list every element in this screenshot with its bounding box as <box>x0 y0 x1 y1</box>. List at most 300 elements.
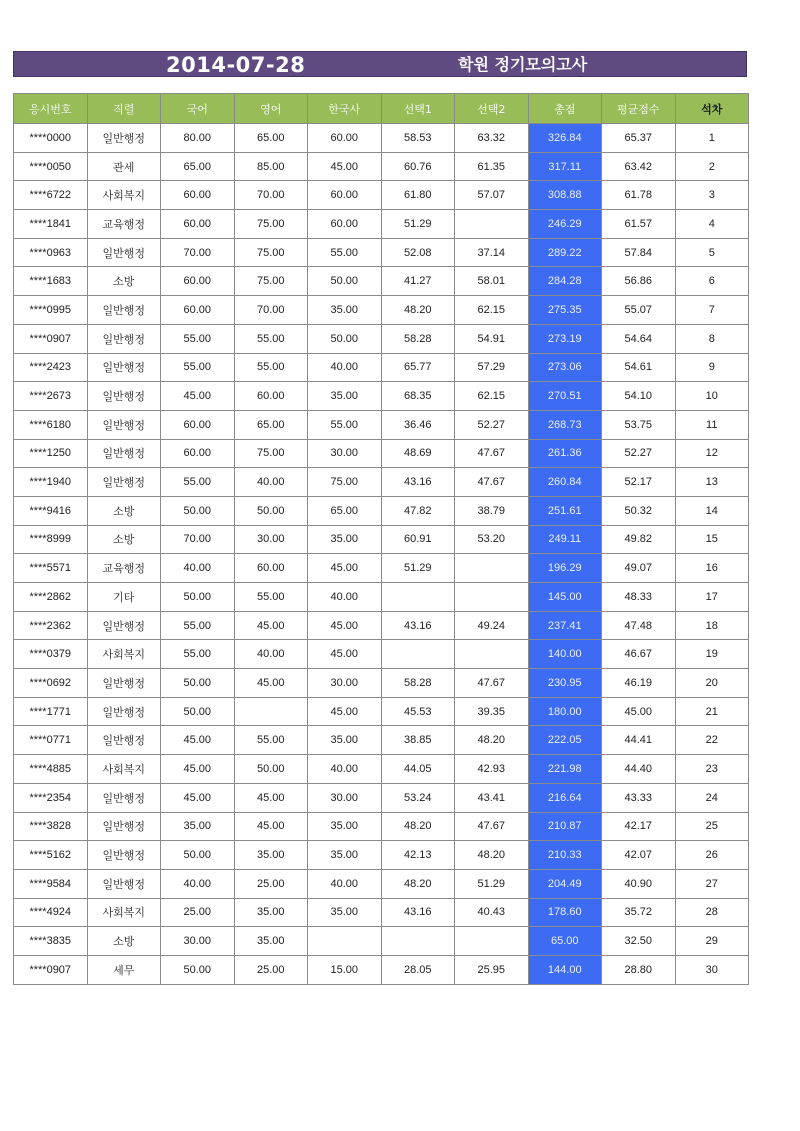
korean-cell: 30.00 <box>161 927 235 956</box>
total-cell: 260.84 <box>528 468 602 497</box>
elective-1-cell <box>381 583 455 612</box>
job-series-cell: 일반행정 <box>87 812 161 841</box>
elective-1-cell: 60.91 <box>381 525 455 554</box>
table-row <box>14 439 749 468</box>
job-series-cell: 교육행정 <box>87 210 161 239</box>
job-series-cell: 사회복지 <box>87 755 161 784</box>
elective-1-cell: 65.77 <box>381 353 455 382</box>
col-header-elective-2: 선택2 <box>455 94 529 124</box>
job-series-cell: 일반행정 <box>87 324 161 353</box>
elective-2-cell: 49.24 <box>455 611 529 640</box>
korean-history-cell: 40.00 <box>308 869 382 898</box>
korean-history-cell: 35.00 <box>308 296 382 325</box>
total-cell: 317.11 <box>528 152 602 181</box>
korean-cell: 55.00 <box>161 324 235 353</box>
table-row <box>14 382 749 411</box>
exam-number-cell: ****9416 <box>14 496 88 525</box>
job-series-cell: 일반행정 <box>87 841 161 870</box>
rank-cell: 2 <box>675 152 749 181</box>
elective-1-cell: 36.46 <box>381 410 455 439</box>
average-cell: 61.57 <box>602 210 676 239</box>
table-row <box>14 181 749 210</box>
korean-history-cell: 60.00 <box>308 210 382 239</box>
table-row <box>14 238 749 267</box>
korean-cell: 80.00 <box>161 124 235 153</box>
rank-cell: 3 <box>675 181 749 210</box>
korean-history-cell: 30.00 <box>308 669 382 698</box>
korean-history-cell: 35.00 <box>308 382 382 411</box>
elective-1-cell: 58.53 <box>381 124 455 153</box>
korean-history-cell: 30.00 <box>308 783 382 812</box>
rank-cell: 4 <box>675 210 749 239</box>
elective-1-cell: 43.16 <box>381 468 455 497</box>
english-cell: 35.00 <box>234 898 308 927</box>
average-cell: 57.84 <box>602 238 676 267</box>
exam-number-cell: ****0963 <box>14 238 88 267</box>
exam-number-cell: ****3835 <box>14 927 88 956</box>
korean-cell: 50.00 <box>161 669 235 698</box>
job-series-cell: 일반행정 <box>87 124 161 153</box>
elective-2-cell: 40.43 <box>455 898 529 927</box>
elective-2-cell: 39.35 <box>455 697 529 726</box>
average-cell: 28.80 <box>602 955 676 984</box>
exam-number-cell: ****0907 <box>14 324 88 353</box>
korean-history-cell: 55.00 <box>308 238 382 267</box>
average-cell: 54.64 <box>602 324 676 353</box>
table-row <box>14 927 749 956</box>
table-row <box>14 755 749 784</box>
korean-cell: 55.00 <box>161 640 235 669</box>
elective-2-cell: 47.67 <box>455 439 529 468</box>
rank-cell: 8 <box>675 324 749 353</box>
exam-number-cell: ****0000 <box>14 124 88 153</box>
exam-number-cell: ****0379 <box>14 640 88 669</box>
elective-2-cell: 43.41 <box>455 783 529 812</box>
job-series-cell: 일반행정 <box>87 726 161 755</box>
total-cell: 270.51 <box>528 382 602 411</box>
table-row <box>14 496 749 525</box>
elective-2-cell: 62.15 <box>455 382 529 411</box>
elective-1-cell: 51.29 <box>381 210 455 239</box>
col-header-korean-history: 한국사 <box>308 94 382 124</box>
exam-number-cell: ****6722 <box>14 181 88 210</box>
rank-cell: 18 <box>675 611 749 640</box>
table-row <box>14 525 749 554</box>
korean-cell: 40.00 <box>161 869 235 898</box>
table-row <box>14 812 749 841</box>
english-cell: 35.00 <box>234 841 308 870</box>
english-cell: 30.00 <box>234 525 308 554</box>
korean-history-cell: 60.00 <box>308 124 382 153</box>
table-row <box>14 410 749 439</box>
average-cell: 54.61 <box>602 353 676 382</box>
col-header-english: 영어 <box>234 94 308 124</box>
table-row <box>14 611 749 640</box>
average-cell: 46.67 <box>602 640 676 669</box>
elective-1-cell: 47.82 <box>381 496 455 525</box>
english-cell: 65.00 <box>234 410 308 439</box>
korean-cell: 45.00 <box>161 755 235 784</box>
elective-1-cell: 48.20 <box>381 812 455 841</box>
english-cell: 25.00 <box>234 869 308 898</box>
exam-number-cell: ****4885 <box>14 755 88 784</box>
table-row <box>14 640 749 669</box>
english-cell: 70.00 <box>234 296 308 325</box>
job-series-cell: 일반행정 <box>87 697 161 726</box>
total-cell: 273.06 <box>528 353 602 382</box>
total-cell: 326.84 <box>528 124 602 153</box>
exam-number-cell: ****2423 <box>14 353 88 382</box>
job-series-cell: 일반행정 <box>87 410 161 439</box>
korean-cell: 60.00 <box>161 439 235 468</box>
elective-1-cell <box>381 640 455 669</box>
english-cell: 50.00 <box>234 496 308 525</box>
rank-cell: 28 <box>675 898 749 927</box>
korean-history-cell: 55.00 <box>308 410 382 439</box>
exam-number-cell: ****3828 <box>14 812 88 841</box>
rank-cell: 15 <box>675 525 749 554</box>
korean-cell: 55.00 <box>161 611 235 640</box>
total-cell: 216.64 <box>528 783 602 812</box>
korean-cell: 60.00 <box>161 210 235 239</box>
average-cell: 50.32 <box>602 496 676 525</box>
elective-1-cell: 60.76 <box>381 152 455 181</box>
rank-cell: 10 <box>675 382 749 411</box>
job-series-cell: 일반행정 <box>87 439 161 468</box>
table-row <box>14 583 749 612</box>
score-rows <box>14 124 749 985</box>
korean-history-cell: 30.00 <box>308 439 382 468</box>
korean-history-cell: 40.00 <box>308 755 382 784</box>
total-cell: 180.00 <box>528 697 602 726</box>
elective-1-cell: 58.28 <box>381 324 455 353</box>
english-cell: 45.00 <box>234 669 308 698</box>
total-cell: 246.29 <box>528 210 602 239</box>
average-cell: 52.17 <box>602 468 676 497</box>
total-cell: 145.00 <box>528 583 602 612</box>
korean-history-cell: 45.00 <box>308 640 382 669</box>
job-series-cell: 소방 <box>87 927 161 956</box>
korean-cell: 45.00 <box>161 726 235 755</box>
table-row <box>14 210 749 239</box>
korean-cell: 60.00 <box>161 267 235 296</box>
elective-1-cell: 48.20 <box>381 296 455 325</box>
table-row <box>14 783 749 812</box>
exam-number-cell: ****2673 <box>14 382 88 411</box>
total-cell: 222.05 <box>528 726 602 755</box>
total-cell: 275.35 <box>528 296 602 325</box>
elective-1-cell: 38.85 <box>381 726 455 755</box>
english-cell: 75.00 <box>234 210 308 239</box>
job-series-cell: 세무 <box>87 955 161 984</box>
exam-number-cell: ****1940 <box>14 468 88 497</box>
korean-history-cell: 45.00 <box>308 152 382 181</box>
korean-history-cell <box>308 927 382 956</box>
total-cell: 204.49 <box>528 869 602 898</box>
elective-2-cell: 42.93 <box>455 755 529 784</box>
korean-history-cell: 45.00 <box>308 611 382 640</box>
col-header-job-series: 직렬 <box>87 94 161 124</box>
header-row <box>14 94 749 124</box>
rank-cell: 14 <box>675 496 749 525</box>
elective-1-cell: 61.80 <box>381 181 455 210</box>
average-cell: 63.42 <box>602 152 676 181</box>
job-series-cell: 관세 <box>87 152 161 181</box>
average-cell: 40.90 <box>602 869 676 898</box>
elective-1-cell <box>381 927 455 956</box>
rank-cell: 24 <box>675 783 749 812</box>
korean-history-cell: 35.00 <box>308 812 382 841</box>
korean-cell: 25.00 <box>161 898 235 927</box>
korean-cell: 50.00 <box>161 955 235 984</box>
elective-1-cell: 52.08 <box>381 238 455 267</box>
elective-1-cell: 48.69 <box>381 439 455 468</box>
average-cell: 46.19 <box>602 669 676 698</box>
total-cell: 196.29 <box>528 554 602 583</box>
rank-cell: 27 <box>675 869 749 898</box>
elective-2-cell: 51.29 <box>455 869 529 898</box>
korean-history-cell: 60.00 <box>308 181 382 210</box>
job-series-cell: 사회복지 <box>87 898 161 927</box>
average-cell: 47.48 <box>602 611 676 640</box>
elective-2-cell: 63.32 <box>455 124 529 153</box>
korean-history-cell: 35.00 <box>308 841 382 870</box>
rank-cell: 7 <box>675 296 749 325</box>
korean-history-cell: 40.00 <box>308 583 382 612</box>
table-row <box>14 726 749 755</box>
average-cell: 56.86 <box>602 267 676 296</box>
job-series-cell: 사회복지 <box>87 181 161 210</box>
english-cell: 45.00 <box>234 783 308 812</box>
elective-1-cell: 48.20 <box>381 869 455 898</box>
korean-history-cell: 50.00 <box>308 324 382 353</box>
rank-cell: 5 <box>675 238 749 267</box>
rank-cell: 12 <box>675 439 749 468</box>
korean-history-cell: 35.00 <box>308 525 382 554</box>
korean-history-cell: 35.00 <box>308 898 382 927</box>
col-header-total: 총점 <box>528 94 602 124</box>
elective-2-cell: 61.35 <box>455 152 529 181</box>
total-cell: 65.00 <box>528 927 602 956</box>
english-cell: 55.00 <box>234 726 308 755</box>
col-header-exam-number: 응시번호 <box>14 94 88 124</box>
korean-history-cell: 45.00 <box>308 697 382 726</box>
korean-history-cell: 40.00 <box>308 353 382 382</box>
elective-2-cell: 53.20 <box>455 525 529 554</box>
average-cell: 65.37 <box>602 124 676 153</box>
job-series-cell: 일반행정 <box>87 296 161 325</box>
elective-1-cell: 58.28 <box>381 669 455 698</box>
english-cell: 45.00 <box>234 812 308 841</box>
elective-2-cell: 47.67 <box>455 669 529 698</box>
english-cell: 40.00 <box>234 468 308 497</box>
average-cell: 55.07 <box>602 296 676 325</box>
total-cell: 178.60 <box>528 898 602 927</box>
exam-number-cell: ****0995 <box>14 296 88 325</box>
korean-cell: 35.00 <box>161 812 235 841</box>
exam-number-cell: ****0050 <box>14 152 88 181</box>
english-cell: 35.00 <box>234 927 308 956</box>
table-row <box>14 669 749 698</box>
rank-cell: 13 <box>675 468 749 497</box>
average-cell: 44.41 <box>602 726 676 755</box>
elective-1-cell: 43.16 <box>381 611 455 640</box>
english-cell <box>234 697 308 726</box>
elective-2-cell: 47.67 <box>455 468 529 497</box>
elective-1-cell: 68.35 <box>381 382 455 411</box>
english-cell: 55.00 <box>234 353 308 382</box>
english-cell: 25.00 <box>234 955 308 984</box>
exam-number-cell: ****5571 <box>14 554 88 583</box>
korean-cell: 70.00 <box>161 525 235 554</box>
exam-number-cell: ****8999 <box>14 525 88 554</box>
exam-number-cell: ****1683 <box>14 267 88 296</box>
total-cell: 249.11 <box>528 525 602 554</box>
english-cell: 75.00 <box>234 238 308 267</box>
table-row <box>14 697 749 726</box>
exam-number-cell: ****2354 <box>14 783 88 812</box>
korean-cell: 50.00 <box>161 841 235 870</box>
elective-1-cell: 28.05 <box>381 955 455 984</box>
elective-2-cell: 48.20 <box>455 841 529 870</box>
average-cell: 53.75 <box>602 410 676 439</box>
exam-number-cell: ****4924 <box>14 898 88 927</box>
job-series-cell: 일반행정 <box>87 382 161 411</box>
exam-number-cell: ****6180 <box>14 410 88 439</box>
elective-2-cell <box>455 554 529 583</box>
exam-number-cell: ****0907 <box>14 955 88 984</box>
elective-2-cell: 48.20 <box>455 726 529 755</box>
elective-1-cell: 42.13 <box>381 841 455 870</box>
average-cell: 49.07 <box>602 554 676 583</box>
total-cell: 251.61 <box>528 496 602 525</box>
english-cell: 85.00 <box>234 152 308 181</box>
elective-2-cell <box>455 210 529 239</box>
total-cell: 237.41 <box>528 611 602 640</box>
rank-cell: 21 <box>675 697 749 726</box>
average-cell: 43.33 <box>602 783 676 812</box>
job-series-cell: 일반행정 <box>87 353 161 382</box>
table-row <box>14 353 749 382</box>
elective-2-cell: 57.29 <box>455 353 529 382</box>
average-cell: 49.82 <box>602 525 676 554</box>
elective-2-cell <box>455 583 529 612</box>
job-series-cell: 소방 <box>87 267 161 296</box>
korean-cell: 50.00 <box>161 496 235 525</box>
table-row <box>14 841 749 870</box>
job-series-cell: 사회복지 <box>87 640 161 669</box>
english-cell: 50.00 <box>234 755 308 784</box>
average-cell: 35.72 <box>602 898 676 927</box>
elective-2-cell <box>455 640 529 669</box>
korean-history-cell: 45.00 <box>308 554 382 583</box>
total-cell: 210.87 <box>528 812 602 841</box>
rank-cell: 9 <box>675 353 749 382</box>
average-cell: 54.10 <box>602 382 676 411</box>
total-cell: 308.88 <box>528 181 602 210</box>
english-cell: 75.00 <box>234 267 308 296</box>
total-cell: 144.00 <box>528 955 602 984</box>
col-header-rank: 석차 <box>675 94 749 124</box>
average-cell: 44.40 <box>602 755 676 784</box>
table-row <box>14 124 749 153</box>
exam-number-cell: ****2362 <box>14 611 88 640</box>
col-header-elective-1: 선택1 <box>381 94 455 124</box>
korean-cell: 65.00 <box>161 152 235 181</box>
english-cell: 60.00 <box>234 382 308 411</box>
rank-cell: 16 <box>675 554 749 583</box>
korean-cell: 50.00 <box>161 697 235 726</box>
rank-cell: 19 <box>675 640 749 669</box>
job-series-cell: 일반행정 <box>87 611 161 640</box>
table-row <box>14 468 749 497</box>
elective-1-cell: 53.24 <box>381 783 455 812</box>
rank-cell: 11 <box>675 410 749 439</box>
elective-2-cell: 38.79 <box>455 496 529 525</box>
elective-2-cell: 37.14 <box>455 238 529 267</box>
total-cell: 284.28 <box>528 267 602 296</box>
job-series-cell: 소방 <box>87 525 161 554</box>
korean-cell: 60.00 <box>161 410 235 439</box>
rank-cell: 26 <box>675 841 749 870</box>
score-table <box>13 93 749 985</box>
rank-cell: 25 <box>675 812 749 841</box>
col-header-korean: 국어 <box>161 94 235 124</box>
average-cell: 61.78 <box>602 181 676 210</box>
rank-cell: 17 <box>675 583 749 612</box>
job-series-cell: 일반행정 <box>87 669 161 698</box>
korean-history-cell: 50.00 <box>308 267 382 296</box>
elective-1-cell: 43.16 <box>381 898 455 927</box>
elective-1-cell: 44.05 <box>381 755 455 784</box>
total-cell: 140.00 <box>528 640 602 669</box>
rank-cell: 1 <box>675 124 749 153</box>
english-cell: 55.00 <box>234 583 308 612</box>
average-cell: 42.07 <box>602 841 676 870</box>
korean-history-cell: 35.00 <box>308 726 382 755</box>
korean-cell: 40.00 <box>161 554 235 583</box>
korean-cell: 45.00 <box>161 382 235 411</box>
exam-number-cell: ****1841 <box>14 210 88 239</box>
job-series-cell: 일반행정 <box>87 783 161 812</box>
elective-1-cell: 41.27 <box>381 267 455 296</box>
english-cell: 40.00 <box>234 640 308 669</box>
korean-history-cell: 75.00 <box>308 468 382 497</box>
table-row <box>14 152 749 181</box>
table-row <box>14 324 749 353</box>
elective-2-cell: 47.67 <box>455 812 529 841</box>
rank-cell: 22 <box>675 726 749 755</box>
total-cell: 268.73 <box>528 410 602 439</box>
rank-cell: 30 <box>675 955 749 984</box>
average-cell: 48.33 <box>602 583 676 612</box>
english-cell: 55.00 <box>234 324 308 353</box>
average-cell: 45.00 <box>602 697 676 726</box>
table-row <box>14 554 749 583</box>
exam-number-cell: ****2862 <box>14 583 88 612</box>
job-series-cell: 소방 <box>87 496 161 525</box>
total-cell: 261.36 <box>528 439 602 468</box>
english-cell: 45.00 <box>234 611 308 640</box>
exam-number-cell: ****0771 <box>14 726 88 755</box>
english-cell: 70.00 <box>234 181 308 210</box>
english-cell: 75.00 <box>234 439 308 468</box>
total-cell: 230.95 <box>528 669 602 698</box>
elective-2-cell: 62.15 <box>455 296 529 325</box>
exam-title: 학원 정기모의고사 <box>458 55 588 74</box>
korean-cell: 60.00 <box>161 296 235 325</box>
total-cell: 210.33 <box>528 841 602 870</box>
